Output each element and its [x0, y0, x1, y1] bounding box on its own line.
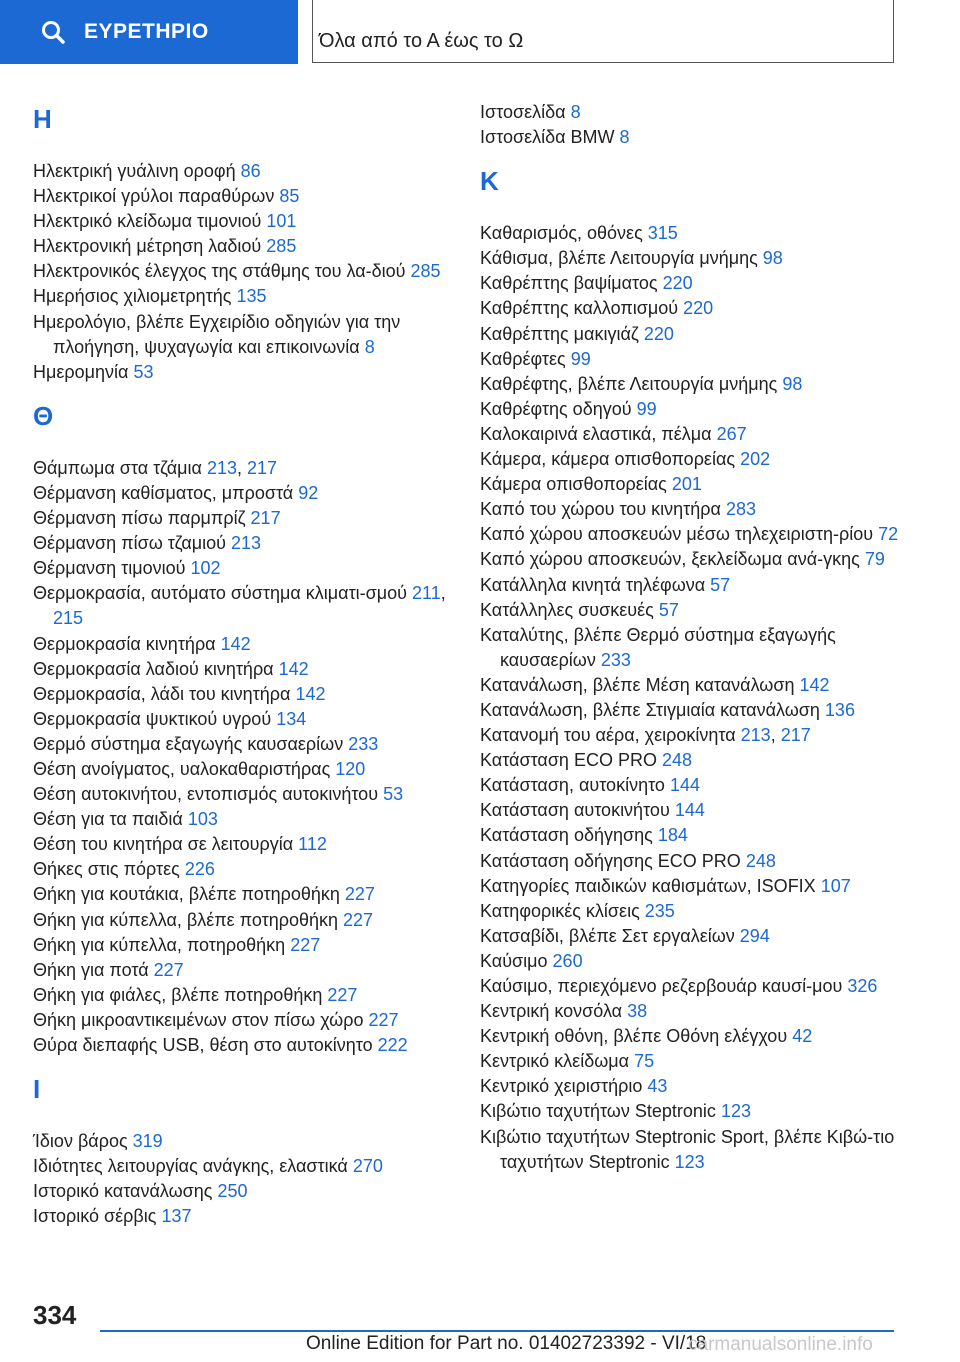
page-ref-link[interactable]: 283 — [725, 499, 756, 520]
entry-term: Θήκες στις πόρτες — [33, 859, 180, 880]
entry-term: Θήκη για κύπελλα, ποτηροθήκη — [33, 934, 286, 955]
entry-term: Ημερομηνία — [33, 361, 129, 382]
entry-term: Κατάλληλες συσκευές — [480, 599, 654, 620]
index-entry — [33, 184, 453, 209]
page-ref-link[interactable]: 144 — [674, 800, 705, 821]
index-entry — [480, 623, 920, 673]
page-ref-link[interactable]: 38 — [627, 1001, 648, 1022]
entry-term: Καύσιμο, περιεχόμενο ρεζερβουάρ καυσί‐μου — [480, 976, 843, 996]
index-entry — [480, 221, 920, 246]
index-entry — [480, 949, 920, 974]
index-entry — [33, 832, 453, 857]
watermark-text: carmanualsonline.info — [688, 1334, 873, 1355]
page-ref-link[interactable]: 101 — [266, 211, 297, 232]
page-ref-link[interactable]: 220 — [662, 273, 693, 294]
entry-term: Κατσαβίδι, βλέπε Σετ εργαλείων — [480, 925, 735, 946]
entry-term: Θέρμανση τιμονιού — [33, 558, 186, 579]
index-entry — [33, 1179, 453, 1204]
page-ref-link[interactable]: 72 — [878, 524, 899, 545]
index-entry — [33, 757, 453, 782]
entry-term: Καθρέφτης οδηγού — [480, 398, 632, 419]
entry-term: Καπό του χώρου του κινητήρα — [480, 499, 721, 520]
page-ref-link[interactable]: 92 — [298, 482, 319, 503]
page-ref-link[interactable]: 227 — [290, 934, 321, 955]
entry-term: Καπό χώρου αποσκευών μέσω τηλεχειριστη‐ρίου — [480, 524, 874, 545]
index-entry — [480, 924, 920, 949]
page-ref-link[interactable]: 107 — [820, 875, 851, 896]
page-ref-link[interactable]: 8 — [364, 336, 375, 357]
index-entry — [33, 657, 453, 682]
entry-term: Κατηγορίες παιδικών καθισμάτων, ISOFIX — [480, 875, 816, 896]
index-entry — [33, 732, 453, 757]
entry-term: Καπό χώρου αποσκευών, ξεκλείδωμα ανά‐γκης — [480, 549, 860, 570]
page-ref-link[interactable]: 53 — [383, 784, 404, 805]
index-entry — [480, 798, 920, 823]
entry-term: Θέρμανση πίσω παρμπρίζ — [33, 508, 246, 529]
page-ref-link[interactable]: 220 — [683, 298, 714, 319]
entry-term: Θάμπωμα στα τζάμια — [33, 457, 202, 478]
page-ref-link[interactable]: 222 — [377, 1035, 408, 1055]
index-entry — [480, 372, 920, 397]
index-entry — [33, 933, 453, 958]
page-ref-link[interactable]: 112 — [298, 834, 327, 855]
entry-term: Ημερολόγιο, βλέπε Εγχειρίδιο οδηγιών για την πλοήγηση, ψυχαγωγία και επικοινωνία — [33, 311, 401, 357]
index-column-right — [480, 100, 920, 1175]
page-ref-link[interactable]: 233 — [348, 733, 379, 754]
page-ref-link[interactable]: 57 — [710, 574, 731, 595]
page-ref-link[interactable]: 315 — [647, 223, 678, 244]
entry-term: Θέρμανση πίσω τζαμιού — [33, 533, 226, 554]
index-entry — [33, 1154, 453, 1179]
entry-term: Θερμοκρασία κινητήρα — [33, 633, 216, 654]
entry-term: Κατανάλωση, βλέπε Μέση κατανάλωση — [480, 674, 795, 695]
index-entry — [33, 1008, 453, 1033]
page-ref-link[interactable]: 267 — [716, 423, 747, 444]
page-ref-link[interactable]: 227 — [153, 959, 184, 980]
page-ref-link[interactable]: 227 — [343, 909, 374, 930]
page-ref-link[interactable]: 260 — [552, 950, 583, 971]
search-icon — [40, 19, 66, 45]
page-ref-link[interactable]: 99 — [570, 348, 591, 369]
section-letter: Θ — [33, 400, 54, 431]
page-ref-link[interactable]: 42 — [792, 1026, 813, 1047]
index-entry — [480, 823, 920, 848]
page-ref-link[interactable]: 142 — [799, 674, 830, 695]
entry-term: Κατάσταση οδήγησης ECO PRO — [480, 850, 741, 871]
index-entry — [480, 1099, 920, 1124]
index-entry — [480, 673, 920, 698]
page-ref-link[interactable]: 79 — [864, 549, 885, 570]
page-ref-link[interactable]: 220 — [643, 323, 674, 344]
entry-term: Ίδιον βάρος — [33, 1131, 128, 1152]
index-entry — [480, 849, 920, 874]
index-entry — [480, 547, 920, 572]
index-entry — [33, 632, 453, 657]
page-ref-link[interactable]: 326 — [847, 976, 878, 996]
page-ref-link[interactable]: 137 — [161, 1206, 192, 1227]
entry-term: Θερμοκρασία, λάδι του κινητήρα — [33, 683, 291, 704]
entry-term: Κεντρικό χειριστήριο — [480, 1076, 643, 1097]
page-ref-link[interactable]: 98 — [782, 373, 803, 394]
entry-term: Ιστοσελίδα — [480, 102, 566, 122]
page-ref-link[interactable]: 201 — [671, 474, 702, 495]
entry-term: Κατανάλωση, βλέπε Στιγμιαία κατανάλωση — [480, 699, 820, 720]
page-ref-link[interactable]: 213 — [230, 533, 262, 554]
page-ref-link[interactable]: 142 — [278, 658, 309, 679]
entry-term: Κιβώτιο ταχυτήτων Steptronic Sport, βλέπε Κιβώ‐τιο ταχυτήτων Steptronic — [480, 1126, 895, 1172]
entry-term: Ιδιότητες λειτουργίας ανάγκης, ελαστικά — [33, 1156, 348, 1177]
page-ref-link[interactable]: 217 — [780, 725, 811, 746]
index-entry — [480, 422, 920, 447]
entry-term: Κατάσταση ECO PRO — [480, 750, 657, 771]
index-entry — [33, 1033, 453, 1058]
page-ref-link[interactable]: 211 — [412, 583, 441, 604]
index-entry — [33, 360, 453, 385]
page-ref-link[interactable]: 142 — [220, 633, 251, 654]
page-ref-link[interactable]: 75 — [634, 1051, 655, 1072]
index-entry — [33, 682, 453, 707]
index-entry — [480, 573, 920, 598]
entry-term: Καθρέπτης καλλοπισμού — [480, 298, 679, 319]
page-ref-link[interactable]: 85 — [279, 186, 300, 207]
page-ref-link[interactable]: 202 — [740, 449, 771, 470]
section-subtitle: Όλα από το Α έως το Ω — [319, 30, 524, 52]
index-entry — [480, 397, 920, 422]
entry-term: Ιστορικό κατανάλωσης — [33, 1181, 213, 1202]
entry-term: Κάμερα, κάμερα οπισθοπορείας — [480, 449, 736, 470]
entry-term: Θήκη για ποτά — [33, 959, 149, 980]
index-entry — [480, 1074, 920, 1099]
index-entry — [33, 310, 453, 360]
page-ref-link[interactable]: 285 — [410, 261, 441, 282]
index-entry — [480, 246, 920, 271]
page-ref-link[interactable]: 103 — [187, 809, 218, 830]
index-entry — [480, 125, 920, 150]
entry-term: Καθαρισμός, οθόνες — [480, 223, 643, 244]
entry-term: Θέση του κινητήρα σε λειτουργία — [33, 834, 294, 855]
index-entry — [33, 531, 453, 556]
section-header — [312, 0, 894, 63]
entry-term: Κεντρικό κλείδωμα — [480, 1051, 630, 1072]
index-entry — [33, 908, 453, 933]
page-ref-link[interactable]: 217 — [250, 508, 281, 529]
page-ref-link[interactable]: 285 — [266, 236, 297, 257]
index-entry — [480, 748, 920, 773]
page-ref-link[interactable]: 98 — [762, 248, 783, 269]
page-ref-link[interactable]: 57 — [658, 599, 679, 620]
page-ref-link[interactable]: 217 — [247, 457, 278, 478]
page-ref-link[interactable]: 270 — [352, 1156, 383, 1177]
entry-term: Ηλεκτρικό κλείδωμα τιμονιού — [33, 211, 262, 232]
index-entry — [480, 698, 920, 723]
entry-term: Θήκη για κύπελλα, βλέπε ποτηροθήκη — [33, 909, 338, 930]
page-ref-link[interactable]: 134 — [276, 708, 307, 729]
index-entry — [480, 899, 920, 924]
entry-term: Ιστορικό σέρβις — [33, 1206, 157, 1227]
index-entry — [480, 974, 920, 999]
index-entry — [33, 958, 453, 983]
index-entry: Κατανομή του αέρα, χειροκίνητα 213, 217 — [480, 725, 811, 746]
entry-term: Κατάσταση οδήγησης — [480, 825, 653, 846]
index-column-left — [33, 100, 453, 1229]
entry-term: Ηλεκτρικοί γρύλοι παραθύρων — [33, 186, 275, 207]
page-ref-link[interactable]: 227 — [344, 884, 375, 905]
index-entry: Θάμπωμα στα τζάμια 213, 217 — [33, 457, 278, 478]
entry-term: Κεντρική οθόνη, βλέπε Οθόνη ελέγχου — [480, 1026, 788, 1047]
index-entry — [33, 983, 453, 1008]
entry-term: Θύρα διεπαφής USB, θέση στο αυτοκίνητο — [33, 1035, 373, 1055]
entry-term: Θήκη για κουτάκια, βλέπε ποτηροθήκη — [33, 884, 340, 905]
entry-term: Κατάσταση, αυτοκίνητο — [480, 775, 665, 796]
index-entry: Θερμοκρασία, αυτόματο σύστημα κλιματι‐σμού 211, 215 — [33, 583, 446, 629]
index-entry — [33, 159, 453, 184]
index-entry — [480, 1125, 920, 1175]
page-ref-link[interactable]: 227 — [368, 1009, 399, 1030]
page-ref-link[interactable]: 99 — [636, 398, 657, 419]
entry-term: Κατανομή του αέρα, χειροκίνητα — [480, 725, 736, 746]
page-ref-link[interactable]: 120 — [335, 758, 366, 779]
section-letter: Η — [33, 104, 52, 134]
page-ref-link[interactable]: 86 — [240, 161, 261, 181]
page-ref-link[interactable]: 53 — [133, 361, 154, 382]
entry-term: Ηλεκτρονικός έλεγχος της στάθμης του λα‐διού — [33, 261, 406, 282]
page-ref-link[interactable]: 136 — [824, 699, 855, 720]
page-ref-link[interactable]: 248 — [661, 750, 693, 771]
index-entry — [480, 271, 920, 296]
page-ref-link[interactable]: 294 — [739, 925, 770, 946]
entry-term: Καύσιμο — [480, 950, 548, 971]
index-entry — [480, 874, 920, 899]
entry-term: Ηλεκτρική γυάλινη οροφή — [33, 161, 236, 181]
index-entry — [33, 882, 453, 907]
entry-term: Θερμοκρασία ψυκτικού υγρού — [33, 708, 272, 729]
page-ref-link[interactable]: 215 — [53, 608, 84, 629]
index-entry — [33, 234, 453, 259]
entry-term: Θερμοκρασία, αυτόματο σύστημα κλιματι‐σμού — [33, 583, 408, 604]
page-ref-link[interactable]: 123 — [674, 1151, 705, 1172]
entry-term: Καθρέπτης μακιγιάζ — [480, 323, 639, 344]
index-entry — [33, 556, 453, 581]
index-entry — [480, 472, 920, 497]
page-ref-link[interactable]: 250 — [217, 1181, 248, 1202]
entry-term: Κιβώτιο ταχυτήτων Steptronic — [480, 1101, 716, 1122]
page-ref-link[interactable]: 233 — [600, 649, 631, 670]
entry-term: Κεντρική κονσόλα — [480, 1001, 623, 1022]
page-ref-link[interactable]: 8 — [619, 127, 630, 148]
page-ref-link[interactable]: 213 — [740, 725, 771, 746]
index-entry — [33, 506, 453, 531]
edition-text: Online Edition for Part no. 01402723392 - VI/18 — [306, 1333, 707, 1354]
page-number: 334 — [33, 1300, 77, 1330]
page-ref-link[interactable]: 226 — [184, 859, 215, 880]
index-entry — [480, 773, 920, 798]
entry-term: Καθρέφτες — [480, 348, 566, 369]
index-tab-label: ΕΥΡΕΤΗΡΙΟ — [84, 20, 209, 43]
entry-term: Ιστοσελίδα BMW — [480, 127, 615, 148]
index-entry — [33, 807, 453, 832]
entry-term: Κάθισμα, βλέπε Λειτουργία μνήμης — [480, 248, 758, 269]
entry-term: Κατάσταση αυτοκινήτου — [480, 800, 670, 821]
index-entry — [33, 284, 453, 309]
index-entry — [33, 209, 453, 234]
page-ref-link[interactable]: 123 — [720, 1101, 751, 1122]
entry-term: Καθρέφτης, βλέπε Λειτουργία μνήμης — [480, 373, 778, 394]
entry-term: Κατηφορικές κλίσεις — [480, 900, 640, 921]
index-entry — [33, 1204, 453, 1229]
entry-term: Θέση αυτοκινήτου, εντοπισμός αυτοκινήτου — [33, 784, 379, 805]
page-ref-link[interactable]: 135 — [236, 286, 267, 307]
entry-term: Θερμό σύστημα εξαγωγής καυσαερίων — [33, 733, 344, 754]
entry-term: Θήκη για φιάλες, βλέπε ποτηροθήκη — [33, 984, 323, 1005]
entry-term: Θήκη μικροαντικειμένων στον πίσω χώρο — [33, 1009, 364, 1030]
index-entry — [480, 347, 920, 372]
index-entry — [480, 598, 920, 623]
footer-divider — [100, 1330, 894, 1332]
index-tab[interactable] — [0, 0, 298, 64]
entry-term: Θέρμανση καθίσματος, μπροστά — [33, 482, 294, 503]
index-entry — [480, 497, 920, 522]
page-ref-link[interactable]: 248 — [745, 850, 776, 871]
index-entry — [33, 857, 453, 882]
section-letter: Κ — [480, 166, 499, 197]
entry-term: Ηλεκτρονική μέτρηση λαδιού — [33, 236, 262, 257]
page-ref-link[interactable]: 102 — [190, 558, 221, 579]
page-ref-link[interactable]: 213 — [206, 457, 237, 478]
entry-term: Καταλύτης, βλέπε Θερμό σύστημα εξαγωγής καυσαερίων — [480, 624, 836, 670]
entry-term: Κάμερα οπισθοπορείας — [480, 474, 667, 495]
index-entry — [480, 447, 920, 472]
entry-term: Καλοκαιρινά ελαστικά, πέλμα — [480, 423, 712, 444]
entry-term: Θέση για τα παιδιά — [33, 809, 183, 830]
entry-term: Θέση ανοίγματος, υαλοκαθαριστήρας — [33, 758, 331, 779]
page-ref-link[interactable]: 43 — [647, 1076, 668, 1097]
index-entry — [33, 259, 453, 284]
index-entry — [480, 100, 920, 125]
index-entry — [480, 296, 920, 321]
page-ref-link[interactable]: 319 — [132, 1131, 163, 1152]
index-entry — [33, 707, 453, 732]
page-ref-link[interactable]: 8 — [570, 102, 581, 122]
page-ref-link[interactable]: 184 — [657, 825, 688, 846]
index-entry — [480, 999, 920, 1024]
page-ref-link[interactable]: 235 — [644, 900, 675, 921]
index-entry — [480, 322, 920, 347]
index-entry — [480, 1024, 920, 1049]
entry-term: Θερμοκρασία λαδιού κινητήρα — [33, 658, 274, 679]
entry-term: Ημερήσιος χιλιομετρητής — [33, 286, 232, 307]
entry-term: Καθρέπτης βαψίματος — [480, 273, 658, 294]
index-entry — [33, 1129, 453, 1154]
index-entry — [480, 1049, 920, 1074]
entry-term: Κατάλληλα κινητά τηλέφωνα — [480, 574, 706, 595]
index-entry — [33, 481, 453, 506]
index-entry — [480, 522, 920, 547]
page-ref-link[interactable]: 144 — [669, 775, 701, 796]
page-ref-link[interactable]: 142 — [295, 683, 326, 704]
index-entry — [33, 782, 453, 807]
page-ref-link[interactable]: 227 — [327, 984, 358, 1005]
section-letter: Ι — [33, 1074, 41, 1105]
